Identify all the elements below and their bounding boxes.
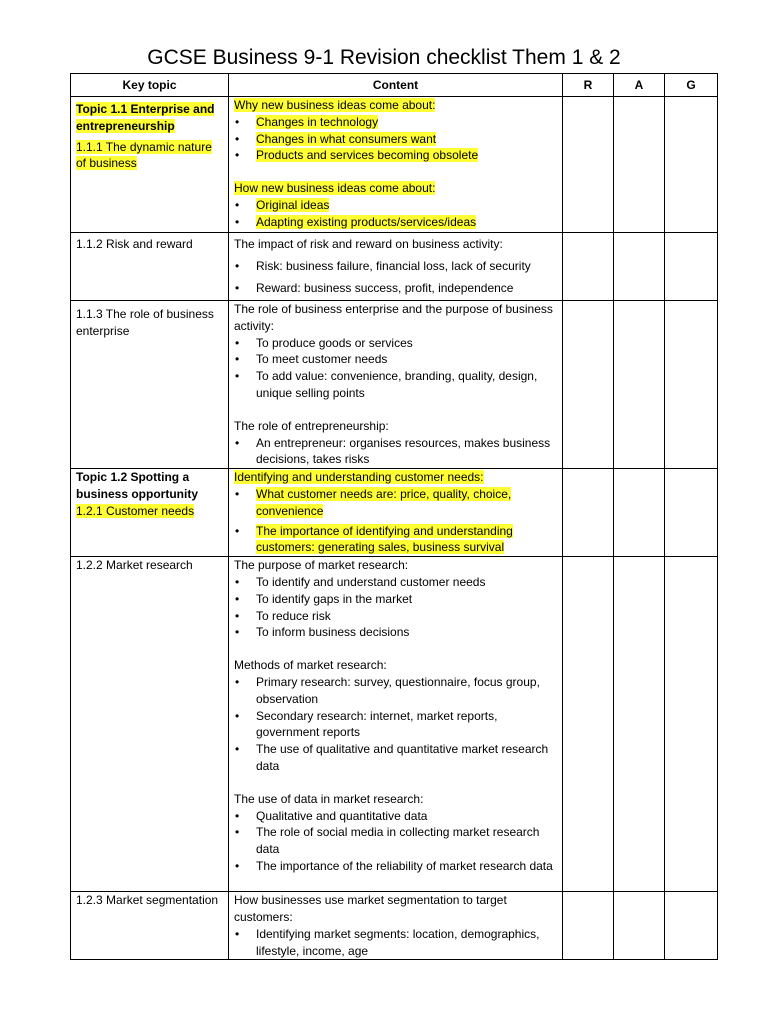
bullet-list [234,926,557,960]
subtopic-label: 1.2.1 Customer needs [76,503,195,518]
header-r: R [563,74,614,97]
list-item: • To produce goods or services [234,335,557,352]
bullet-list [234,335,557,402]
list-item: • To add value: convenience, branding, quality, design, unique selling points [234,368,557,402]
content-cell [229,557,563,892]
key-topic-cell [71,301,229,469]
rag-cell-g[interactable] [665,97,718,233]
bullet-list [234,114,557,164]
bullet-list [234,486,557,556]
rag-cell-a[interactable] [614,557,665,892]
rag-cell-g[interactable] [665,557,718,892]
key-topic-cell [71,233,229,301]
bullet-list [234,808,557,875]
key-topic-cell [71,892,229,960]
content-cell [229,233,563,301]
header-key-topic: Key topic [71,74,229,97]
bullet-list [234,435,557,469]
content-cell [229,892,563,960]
list-item: • Original ideas [234,197,557,214]
table-row [71,469,718,557]
subtopic-label: 1.1.1 The dynamic nature of business [76,139,212,171]
list-item: • Identifying market segments: location, demographics, lifestyle, income, age [234,926,557,960]
rag-cell-g[interactable] [665,233,718,301]
section-heading: Identifying and understanding customer needs: [234,470,484,485]
subtopic-label: 1.2.2 Market research [76,558,193,573]
topic-heading: Topic 1.2 Spotting a business opportunity [76,470,199,501]
list-item: • To inform business decisions [234,624,557,641]
section-heading: The impact of risk and reward on business activity: [234,237,503,251]
section-heading: Methods of market research: [234,658,387,673]
key-topic-cell [71,557,229,892]
list-item: • To identify and understand customer needs [234,574,557,591]
list-item: • Risk: business failure, financial loss, lack of security [234,258,557,275]
content-cell [229,97,563,233]
list-item: • Secondary research: internet, market reports, government reports [234,708,557,742]
page-title: GCSE Business 9-1 Revision checklist Them 1 & 2 [147,46,621,69]
key-topic-cell [71,469,229,557]
subtopic-label: 1.2.3 Market segmentation [76,893,219,908]
list-item: • What customer needs are: price, quality, choice, convenience [234,486,557,520]
content-cell [229,469,563,557]
subtopic-label: 1.1.3 The role of business enterprise [76,307,214,338]
section-heading: The role of entrepreneurship: [234,418,389,433]
table-row [71,97,718,233]
bullet-list [234,574,557,641]
bullet-list [234,674,557,775]
list-item: • The role of social media in collecting market research data [234,824,557,858]
rag-cell-a[interactable] [614,469,665,557]
revision-checklist-table [70,73,718,960]
list-item: • Qualitative and quantitative data [234,808,557,825]
rag-cell-r[interactable] [563,892,614,960]
list-item: • To reduce risk [234,608,557,625]
header-row [71,74,718,97]
section-heading: How new business ideas come about: [234,181,436,196]
list-item: • Changes in what consumers want [234,131,557,148]
list-item: • Reward: business success, profit, independence [234,280,557,297]
section-heading: The use of data in market research: [234,791,424,806]
rag-cell-g[interactable] [665,892,718,960]
table-row [71,892,718,960]
key-topic-cell [71,97,229,233]
list-item: • The importance of identifying and understanding customers: generating sales, business survival [234,523,557,557]
rag-cell-a[interactable] [614,97,665,233]
rag-cell-r[interactable] [563,557,614,892]
list-item: • Changes in technology [234,114,557,131]
table-row [71,557,718,892]
header-a: A [614,74,665,97]
rag-cell-a[interactable] [614,892,665,960]
rag-cell-r[interactable] [563,97,614,233]
section-heading: The role of business enterprise and the purpose of business activity: [234,302,553,333]
rag-cell-a[interactable] [614,301,665,469]
bullet-list [234,197,557,231]
section-heading: The purpose of market research: [234,558,409,573]
table-row [71,233,718,301]
subtopic-label: 1.1.2 Risk and reward [76,237,193,251]
list-item: • To identify gaps in the market [234,591,557,608]
content-cell [229,301,563,469]
list-item: • Primary research: survey, questionnaire, focus group, observation [234,674,557,708]
rag-cell-g[interactable] [665,301,718,469]
list-item: • Products and services becoming obsolete [234,147,557,164]
topic-heading: Topic 1.1 Enterprise and entrepreneurship [76,102,215,133]
list-item: • To meet customer needs [234,351,557,368]
bullet-list [234,258,557,297]
header-g: G [665,74,718,97]
rag-cell-g[interactable] [665,469,718,557]
section-heading: How businesses use market segmentation to target customers: [234,893,507,924]
rag-cell-r[interactable] [563,301,614,469]
list-item: • An entrepreneur: organises resources, makes business decisions, takes risks [234,435,557,469]
list-item: • Adapting existing products/services/ideas [234,214,557,231]
rag-cell-r[interactable] [563,469,614,557]
rag-cell-a[interactable] [614,233,665,301]
table-row [71,301,718,469]
list-item: • The use of qualitative and quantitative market research data [234,741,557,775]
section-heading: Why new business ideas come about: [234,98,436,112]
rag-cell-r[interactable] [563,233,614,301]
header-content: Content [229,74,563,97]
list-item: • The importance of the reliability of market research data [234,858,557,875]
